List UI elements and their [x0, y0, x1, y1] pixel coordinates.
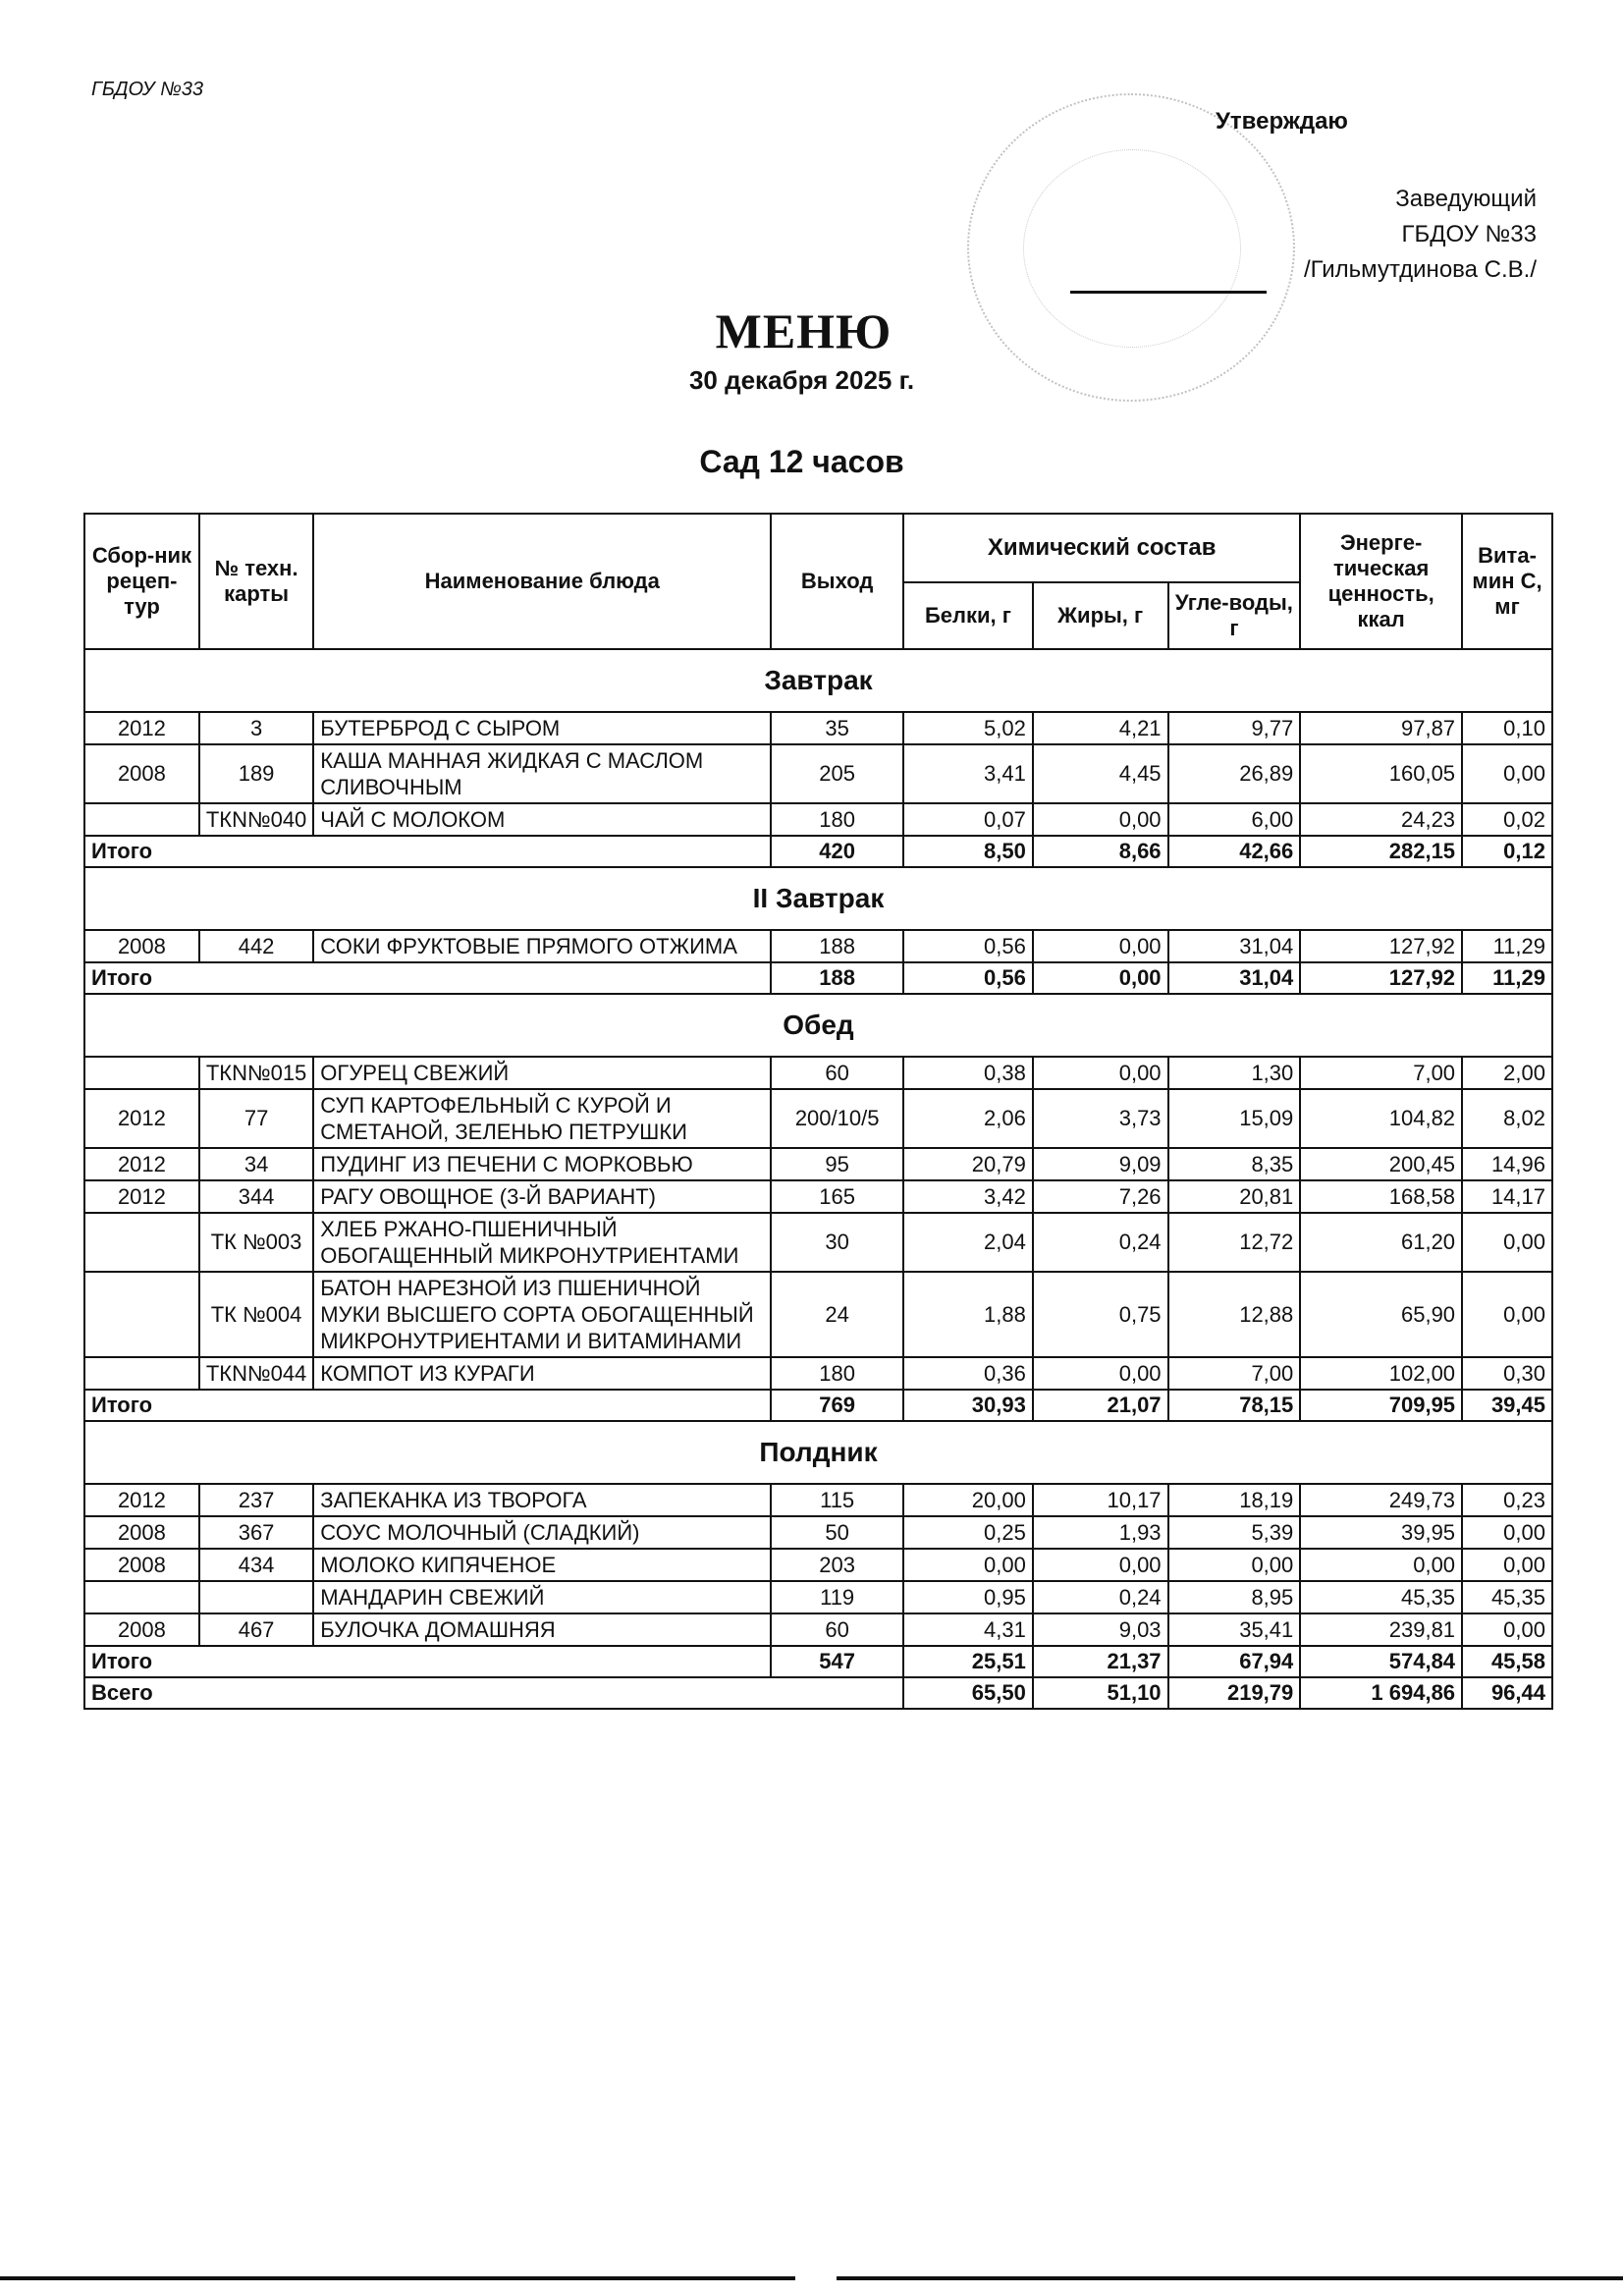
collection-cell: 2008 [84, 1613, 199, 1646]
proteins-cell: 0,95 [903, 1581, 1033, 1613]
total-label: Итого [84, 1390, 771, 1421]
collection-cell [84, 803, 199, 836]
collection-cell: 2012 [84, 1180, 199, 1213]
vitamin-c-cell: 45,35 [1462, 1581, 1552, 1613]
total-yield-cell: 188 [771, 962, 903, 994]
total-carbs-cell: 67,94 [1168, 1646, 1301, 1677]
proteins-cell: 3,41 [903, 744, 1033, 803]
tech-card-cell: ТКN№015 [199, 1057, 313, 1089]
proteins-cell: 1,88 [903, 1272, 1033, 1357]
total-energy-cell: 709,95 [1300, 1390, 1462, 1421]
total-proteins-cell: 25,51 [903, 1646, 1033, 1677]
vitamin-c-cell: 0,02 [1462, 803, 1552, 836]
energy-cell: 249,73 [1300, 1484, 1462, 1516]
total-yield-cell: 769 [771, 1390, 903, 1421]
tech-card-cell: ТК №003 [199, 1213, 313, 1272]
energy-cell: 24,23 [1300, 803, 1462, 836]
col-energy: Энерге-тическая ценность, ккал [1300, 514, 1462, 649]
vitamin-c-cell: 2,00 [1462, 1057, 1552, 1089]
tech-card-cell: 434 [199, 1549, 313, 1581]
col-collection: Сбор-ник рецеп-тур [84, 514, 199, 649]
dish-name-cell: ПУДИНГ ИЗ ПЕЧЕНИ С МОРКОВЬЮ [313, 1148, 771, 1180]
vitamin-c-cell: 0,00 [1462, 1213, 1552, 1272]
table-row [84, 1484, 1552, 1516]
yield-cell: 205 [771, 744, 903, 803]
total-yield-cell: 547 [771, 1646, 903, 1677]
total-proteins-cell: 8,50 [903, 836, 1033, 867]
tech-card-cell: 3 [199, 712, 313, 744]
section-total-row [84, 962, 1552, 994]
energy-cell: 168,58 [1300, 1180, 1462, 1213]
fats-cell: 0,00 [1033, 1057, 1168, 1089]
tech-card-cell: 367 [199, 1516, 313, 1549]
section-header-row [84, 649, 1552, 712]
yield-cell: 115 [771, 1484, 903, 1516]
fats-cell: 4,45 [1033, 744, 1168, 803]
col-dish-name: Наименование блюда [313, 514, 771, 649]
tech-card-cell: 442 [199, 930, 313, 962]
dish-name-cell: КОМПОТ ИЗ КУРАГИ [313, 1357, 771, 1390]
fats-cell: 0,24 [1033, 1213, 1168, 1272]
col-fats: Жиры, г [1033, 582, 1168, 649]
table-row [84, 1272, 1552, 1357]
table-row [84, 1148, 1552, 1180]
group-name: Сад 12 часов [699, 444, 904, 479]
energy-cell: 127,92 [1300, 930, 1462, 962]
table-row [84, 1516, 1552, 1549]
vitamin-c-cell: 11,29 [1462, 930, 1552, 962]
grand-total-row [84, 1677, 1552, 1709]
total-label: Итого [84, 962, 771, 994]
approver-name: /Гильмутдинова С.В./ [1303, 256, 1537, 283]
menu-date: 30 декабря 2025 г. [688, 365, 915, 395]
energy-cell: 45,35 [1300, 1581, 1462, 1613]
vitamin-c-cell: 0,00 [1462, 744, 1552, 803]
vitamin-c-cell: 0,00 [1462, 1272, 1552, 1357]
scan-edge-left [0, 2276, 795, 2280]
carbs-cell: 18,19 [1168, 1484, 1301, 1516]
energy-cell: 61,20 [1300, 1213, 1462, 1272]
proteins-cell: 0,25 [903, 1516, 1033, 1549]
approval-label: Утверждаю [1216, 108, 1348, 135]
carbs-cell: 12,88 [1168, 1272, 1301, 1357]
tech-card-cell: 344 [199, 1180, 313, 1213]
carbs-cell: 7,00 [1168, 1357, 1301, 1390]
vitamin-c-cell: 0,00 [1462, 1516, 1552, 1549]
vitamin-c-cell: 0,10 [1462, 712, 1552, 744]
energy-cell: 7,00 [1300, 1057, 1462, 1089]
total-fats-cell: 21,37 [1033, 1646, 1168, 1677]
total-fats-cell: 0,00 [1033, 962, 1168, 994]
carbs-cell: 1,30 [1168, 1057, 1301, 1089]
total-fats-cell: 8,66 [1033, 836, 1168, 867]
document-title: МЕНЮ [715, 303, 893, 358]
tech-card-cell: 189 [199, 744, 313, 803]
signature-line [1070, 291, 1267, 294]
dish-name-cell: СУП КАРТОФЕЛЬНЫЙ С КУРОЙ И СМЕТАНОЙ, ЗЕЛЕНЬЮ ПЕТРУШКИ [313, 1089, 771, 1148]
tech-card-cell: 237 [199, 1484, 313, 1516]
fats-cell: 3,73 [1033, 1089, 1168, 1148]
section-title: Завтрак [84, 649, 1552, 712]
collection-cell: 2008 [84, 744, 199, 803]
yield-cell: 60 [771, 1057, 903, 1089]
section-title: Полдник [84, 1421, 1552, 1484]
fats-cell: 4,21 [1033, 712, 1168, 744]
total-carbs-cell: 31,04 [1168, 962, 1301, 994]
dish-name-cell: ОГУРЕЦ СВЕЖИЙ [313, 1057, 771, 1089]
collection-cell: 2012 [84, 1089, 199, 1148]
total-yield-cell: 420 [771, 836, 903, 867]
grand-total-vitamin-c-cell: 96,44 [1462, 1677, 1552, 1709]
yield-cell: 180 [771, 1357, 903, 1390]
collection-cell [84, 1057, 199, 1089]
proteins-cell: 4,31 [903, 1613, 1033, 1646]
yield-cell: 30 [771, 1213, 903, 1272]
section-header-row [84, 1421, 1552, 1484]
collection-cell: 2008 [84, 1516, 199, 1549]
proteins-cell: 0,56 [903, 930, 1033, 962]
carbs-cell: 15,09 [1168, 1089, 1301, 1148]
energy-cell: 0,00 [1300, 1549, 1462, 1581]
table-row [84, 1357, 1552, 1390]
carbs-cell: 9,77 [1168, 712, 1301, 744]
energy-cell: 239,81 [1300, 1613, 1462, 1646]
yield-cell: 188 [771, 930, 903, 962]
organization-name: ГБДОУ №33 [91, 79, 204, 100]
vitamin-c-cell: 8,02 [1462, 1089, 1552, 1148]
col-proteins: Белки, г [903, 582, 1033, 649]
section-title: II Завтрак [84, 867, 1552, 930]
table-row [84, 1089, 1552, 1148]
dish-name-cell: БУТЕРБРОД С СЫРОМ [313, 712, 771, 744]
dish-name-cell: ЧАЙ С МОЛОКОМ [313, 803, 771, 836]
collection-cell [84, 1272, 199, 1357]
fats-cell: 10,17 [1033, 1484, 1168, 1516]
collection-cell: 2012 [84, 1148, 199, 1180]
energy-cell: 200,45 [1300, 1148, 1462, 1180]
yield-cell: 24 [771, 1272, 903, 1357]
collection-cell: 2008 [84, 930, 199, 962]
dish-name-cell: МАНДАРИН СВЕЖИЙ [313, 1581, 771, 1613]
tech-card-cell: 77 [199, 1089, 313, 1148]
vitamin-c-cell: 14,17 [1462, 1180, 1552, 1213]
tech-card-cell: ТКN№044 [199, 1357, 313, 1390]
yield-cell: 119 [771, 1581, 903, 1613]
vitamin-c-cell: 14,96 [1462, 1148, 1552, 1180]
proteins-cell: 3,42 [903, 1180, 1033, 1213]
total-vitamin-c-cell: 45,58 [1462, 1646, 1552, 1677]
total-vitamin-c-cell: 11,29 [1462, 962, 1552, 994]
collection-cell: 2012 [84, 712, 199, 744]
fats-cell: 9,09 [1033, 1148, 1168, 1180]
vitamin-c-cell: 0,30 [1462, 1357, 1552, 1390]
table-row [84, 1180, 1552, 1213]
approver-block [1304, 182, 1537, 288]
dish-name-cell: СОУС МОЛОЧНЫЙ (СЛАДКИЙ) [313, 1516, 771, 1549]
col-vitamin-c: Вита-мин С, мг [1462, 514, 1552, 649]
total-energy-cell: 127,92 [1300, 962, 1462, 994]
fats-cell: 0,75 [1033, 1272, 1168, 1357]
proteins-cell: 0,07 [903, 803, 1033, 836]
total-proteins-cell: 0,56 [903, 962, 1033, 994]
yield-cell: 203 [771, 1549, 903, 1581]
proteins-cell: 2,04 [903, 1213, 1033, 1272]
fats-cell: 0,00 [1033, 1357, 1168, 1390]
total-energy-cell: 574,84 [1300, 1646, 1462, 1677]
section-total-row [84, 1646, 1552, 1677]
total-proteins-cell: 30,93 [903, 1390, 1033, 1421]
table-row [84, 1057, 1552, 1089]
energy-cell: 39,95 [1300, 1516, 1462, 1549]
carbs-cell: 6,00 [1168, 803, 1301, 836]
yield-cell: 165 [771, 1180, 903, 1213]
yield-cell: 60 [771, 1613, 903, 1646]
total-energy-cell: 282,15 [1300, 836, 1462, 867]
section-header-row [84, 867, 1552, 930]
col-tech-card: № техн. карты [199, 514, 313, 649]
proteins-cell: 5,02 [903, 712, 1033, 744]
energy-cell: 97,87 [1300, 712, 1462, 744]
total-carbs-cell: 42,66 [1168, 836, 1301, 867]
section-title: Обед [84, 994, 1552, 1057]
carbs-cell: 5,39 [1168, 1516, 1301, 1549]
collection-cell [84, 1581, 199, 1613]
grand-total-label: Всего [84, 1677, 903, 1709]
table-row [84, 712, 1552, 744]
dish-name-cell: ХЛЕБ РЖАНО-ПШЕНИЧНЫЙ ОБОГАЩЕННЫЙ МИКРОНУТРИЕНТАМИ [313, 1213, 771, 1272]
col-carbs: Угле-воды, г [1168, 582, 1301, 649]
total-fats-cell: 21,07 [1033, 1390, 1168, 1421]
menu-table [83, 513, 1553, 1710]
grand-total-proteins-cell: 65,50 [903, 1677, 1033, 1709]
yield-cell: 180 [771, 803, 903, 836]
collection-cell [84, 1213, 199, 1272]
scan-edge-right [837, 2276, 1623, 2280]
fats-cell: 0,00 [1033, 930, 1168, 962]
section-total-row [84, 1390, 1552, 1421]
dish-name-cell: МОЛОКО КИПЯЧЕНОЕ [313, 1549, 771, 1581]
dish-name-cell: РАГУ ОВОЩНОЕ (3-Й ВАРИАНТ) [313, 1180, 771, 1213]
table-row [84, 1613, 1552, 1646]
yield-cell: 50 [771, 1516, 903, 1549]
dish-name-cell: СОКИ ФРУКТОВЫЕ ПРЯМОГО ОТЖИМА [313, 930, 771, 962]
dish-name-cell: ЗАПЕКАНКА ИЗ ТВОРОГА [313, 1484, 771, 1516]
proteins-cell: 2,06 [903, 1089, 1033, 1148]
proteins-cell: 0,36 [903, 1357, 1033, 1390]
total-vitamin-c-cell: 39,45 [1462, 1390, 1552, 1421]
proteins-cell: 20,79 [903, 1148, 1033, 1180]
fats-cell: 7,26 [1033, 1180, 1168, 1213]
approver-position: Заведующий [1395, 186, 1537, 212]
carbs-cell: 31,04 [1168, 930, 1301, 962]
vitamin-c-cell: 0,23 [1462, 1484, 1552, 1516]
tech-card-cell: ТКN№040 [199, 803, 313, 836]
grand-total-energy-cell: 1 694,86 [1300, 1677, 1462, 1709]
approver-organization: ГБДОУ №33 [1401, 221, 1537, 247]
dish-name-cell: КАША МАННАЯ ЖИДКАЯ С МАСЛОМ СЛИВОЧНЫМ [313, 744, 771, 803]
carbs-cell: 35,41 [1168, 1613, 1301, 1646]
yield-cell: 35 [771, 712, 903, 744]
energy-cell: 104,82 [1300, 1089, 1462, 1148]
section-total-row [84, 836, 1552, 867]
proteins-cell: 0,38 [903, 1057, 1033, 1089]
vitamin-c-cell: 0,00 [1462, 1613, 1552, 1646]
tech-card-cell: 34 [199, 1148, 313, 1180]
energy-cell: 102,00 [1300, 1357, 1462, 1390]
yield-cell: 200/10/5 [771, 1089, 903, 1148]
table-row [84, 744, 1552, 803]
menu-body [84, 649, 1552, 1709]
table-row [84, 1213, 1552, 1272]
table-row [84, 803, 1552, 836]
carbs-cell: 8,95 [1168, 1581, 1301, 1613]
total-label: Итого [84, 1646, 771, 1677]
collection-cell: 2008 [84, 1549, 199, 1581]
fats-cell: 9,03 [1033, 1613, 1168, 1646]
carbs-cell: 20,81 [1168, 1180, 1301, 1213]
table-row [84, 930, 1552, 962]
tech-card-cell [199, 1581, 313, 1613]
collection-cell [84, 1357, 199, 1390]
col-chem-group: Химический состав [903, 514, 1300, 582]
carbs-cell: 26,89 [1168, 744, 1301, 803]
carbs-cell: 0,00 [1168, 1549, 1301, 1581]
section-header-row [84, 994, 1552, 1057]
energy-cell: 65,90 [1300, 1272, 1462, 1357]
energy-cell: 160,05 [1300, 744, 1462, 803]
tech-card-cell: 467 [199, 1613, 313, 1646]
total-label: Итого [84, 836, 771, 867]
vitamin-c-cell: 0,00 [1462, 1549, 1552, 1581]
col-yield: Выход [771, 514, 903, 649]
proteins-cell: 0,00 [903, 1549, 1033, 1581]
fats-cell: 0,00 [1033, 1549, 1168, 1581]
grand-total-carbs-cell: 219,79 [1168, 1677, 1301, 1709]
carbs-cell: 12,72 [1168, 1213, 1301, 1272]
carbs-cell: 8,35 [1168, 1148, 1301, 1180]
table-row [84, 1581, 1552, 1613]
tech-card-cell: ТК №004 [199, 1272, 313, 1357]
fats-cell: 0,00 [1033, 803, 1168, 836]
total-carbs-cell: 78,15 [1168, 1390, 1301, 1421]
fats-cell: 0,24 [1033, 1581, 1168, 1613]
grand-total-fats-cell: 51,10 [1033, 1677, 1168, 1709]
yield-cell: 95 [771, 1148, 903, 1180]
dish-name-cell: БУЛОЧКА ДОМАШНЯЯ [313, 1613, 771, 1646]
dish-name-cell: БАТОН НАРЕЗНОЙ ИЗ ПШЕНИЧНОЙ МУКИ ВЫСШЕГО СОРТА ОБОГАЩЕННЫЙ МИКРОНУТРИЕНТАМИ И ВИТАМИНАМИ [313, 1272, 771, 1357]
total-vitamin-c-cell: 0,12 [1462, 836, 1552, 867]
fats-cell: 1,93 [1033, 1516, 1168, 1549]
table-row [84, 1549, 1552, 1581]
collection-cell: 2012 [84, 1484, 199, 1516]
proteins-cell: 20,00 [903, 1484, 1033, 1516]
